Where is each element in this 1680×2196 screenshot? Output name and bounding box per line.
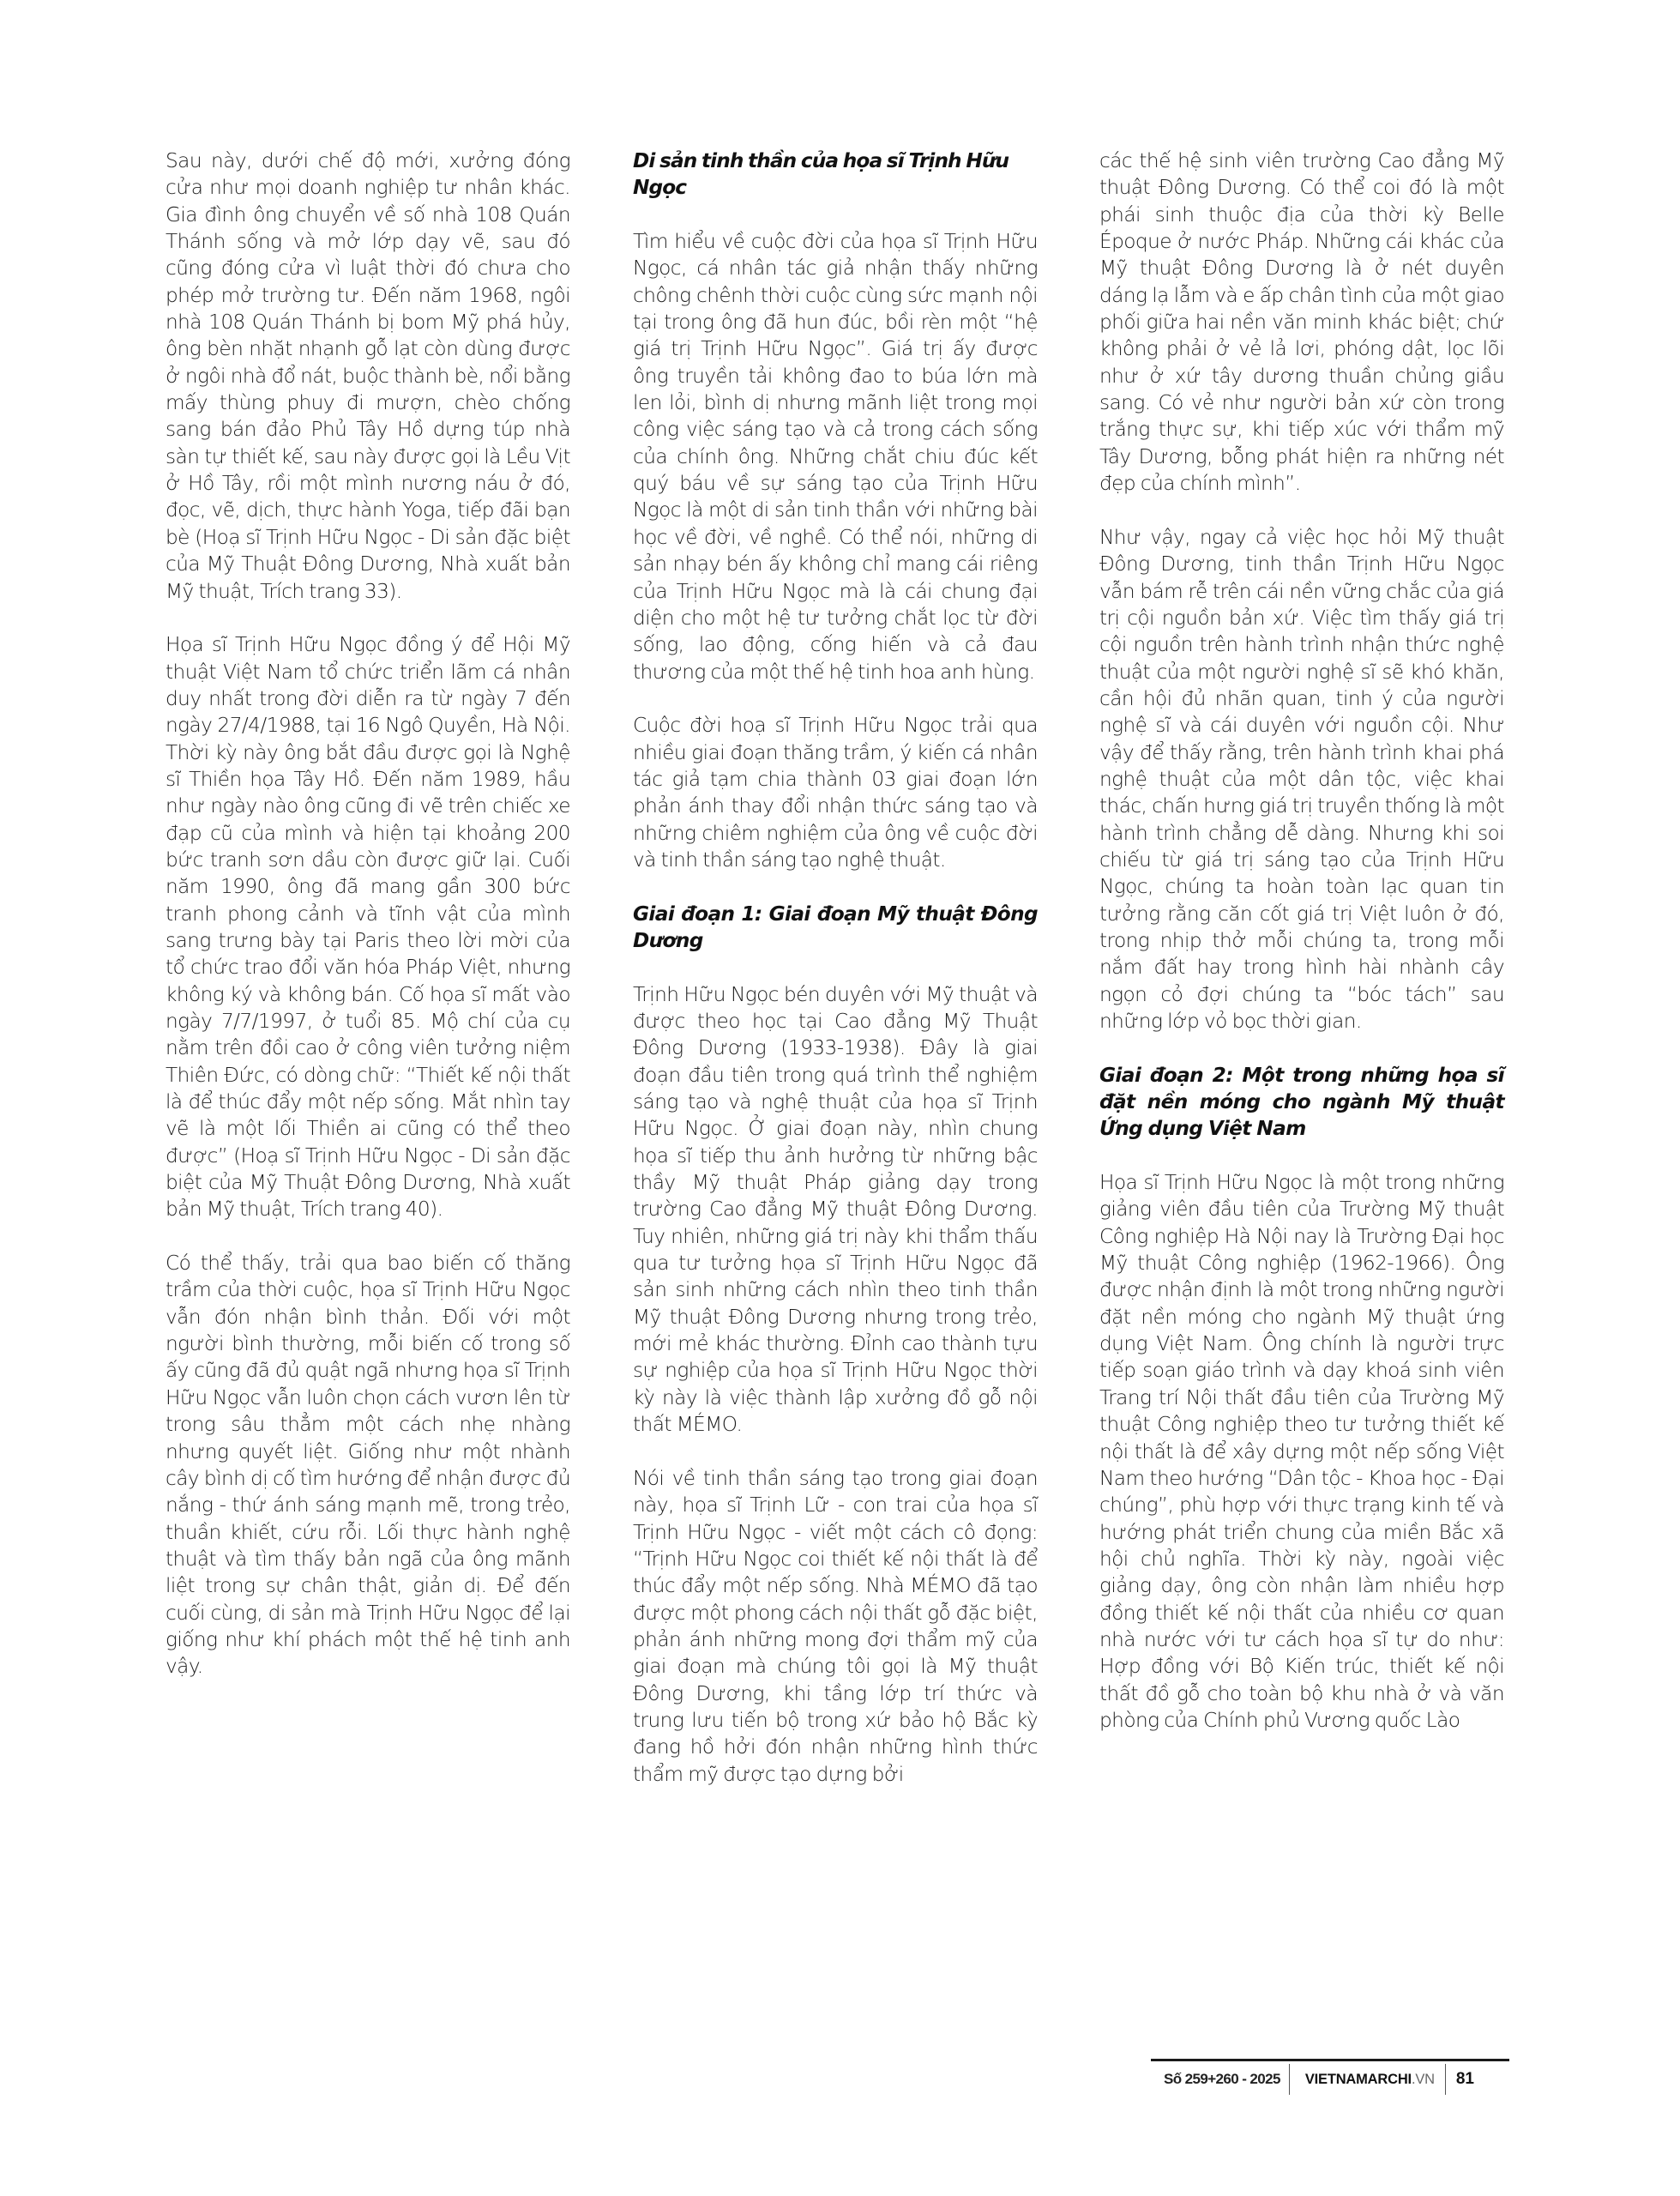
paragraph: Nói về tinh thần sáng tạo trong giai đoạn này, họa sĩ Trịnh Lữ - con trai của họa sĩ Trịnh Hữu Ngọc - viết một cách cô đọng: “Trịnh Hữu Ngọc coi thiết kế nội thất là để thúc đẩy một nếp sống. Nhà MÉMO đã tạo được một phong cách nội thất gỗ đặc biệt, phản ánh những mong đợi thẩm mỹ của giai đoạn mà chúng tôi gọi là Mỹ thuật Đông Dương, khi tầng lớp trí thức và trung lưu tiến bộ trong xứ bảo hộ Bắc kỳ đang hồ hởi đón nhận những hình thức thẩm mỹ được tạo dựng bởi <box>633 1466 1038 1786</box>
paragraph: Sau này, dưới chế độ mới, xưởng đóng cửa như mọi doanh nghiệp tư nhân khác. Gia đình ông chuyển về số nhà 108 Quán Thánh sống và mở lớp dạy vẽ, sau đó cũng đóng cửa vì luật thời đó chưa cho phép mở trường tư. Đến năm 1968, ngôi nhà 108 Quán Thánh bị bom Mỹ phá hủy, ông bèn nhặt nhạnh gỗ lạt còn dùng được ở ngôi nhà đổ nát, buộc thành bè, nổi bằng mấy thùng phuy đi mượn, chèo chống sang bán đảo Phủ Tây Hồ dựng túp nhà sàn tự thiết kế, sau này được gọi là Lều Vịt ở Hồ Tây, rồi một mình nương náu ở đó, đọc, vẽ, dịch, thực hành Yoga, tiếp đãi bạn bè (Hoạ sĩ Trịnh Hữu Ngọc - Di sản đặc biệt của Mỹ Thuật Đông Dương, Nhà xuất bản Mỹ thuật, Trích trang 33). <box>166 149 570 603</box>
site-domain: .VN <box>1411 2071 1435 2087</box>
paragraph: Như vậy, ngay cả việc học hỏi Mỹ thuật Đông Dương, tinh thần Trịnh Hữu Ngọc vẫn bám rễ trên cái nền vững chắc của giá trị cội nguồn bản xứ. Việc tìm thấy giá trị cội nguồn trên hành trình nhận thức nghệ thuật của một người nghệ sĩ sẽ khó khăn, cần hội đủ nhãn quan, tinh ý của người nghệ sĩ và cái duyên với nguồn cội. Như vậy để thấy rằng, trên hành trình khai phá nghệ thuật của một dân tộc, việc khai thác, chấn hưng giá trị truyền thống là một hành trình chẳng dễ dàng. Nhưng khi soi chiếu từ giá trị sáng tạo của Trịnh Hữu Ngọc, chúng ta hoàn toàn lạc quan tin tưởng rằng căn cốt giá trị Việt luôn ở đó, trong nhịp thở mỗi chúng ta, trong mỗi nắm đất hay trong hình hài nhành cây ngọn cỏ đợi chúng ta “bóc tách” sau những lớp vỏ bọc thời gian. <box>1099 525 1504 1033</box>
publication-site <box>1290 2072 1445 2088</box>
paragraph: Tìm hiểu về cuộc đời của họa sĩ Trịnh Hữu Ngọc, cá nhân tác giả nhận thấy những chông chênh thời cuộc cùng sức mạnh nội tại trong ông đã hun đúc, bồi rèn một “hệ giá trị Trịnh Hữu Ngọc”. Giá trị ấy được ông truyền tải không đao to búa lớn mà len lỏi, bình dị nhưng mãnh liệt trong mọi công việc sáng tạo và cả trong cách sống của chính ông. Những chắt chiu đúc kết quý báu về sự sáng tạo của Trịnh Hữu Ngọc là một di sản tinh thần với những bài học về đời, về nghề. Có thể nói, những di sản nhạy bén ấy không chỉ mang cái riêng của Trịnh Hữu Ngọc mà là cái chung đại diện cho một hệ tư tưởng chắt lọc từ đời sống, lao động, cống hiến và cả đau thương của một thế hệ tinh hoa anh hùng. <box>633 230 1038 684</box>
site-name: VIETNAMARCHI <box>1304 2071 1412 2087</box>
section-heading-stage-2: Giai đoạn 2: Một trong những họa sĩ đặt nền móng cho ngành Mỹ thuật Ứng dụng Việt Nam <box>1099 1063 1504 1141</box>
section-heading-stage-1: Giai đoạn 1: Giai đoạn Mỹ thuật Đông Dương <box>633 902 1038 952</box>
issue-number: Số 259+260 - 2025 <box>1164 2071 1280 2087</box>
section-heading-spiritual-legacy: Di sản tinh thần của họa sĩ Trịnh Hữu Ngọc <box>633 149 1009 200</box>
article-column-middle <box>633 148 1038 1788</box>
page-number: 81 <box>1455 2070 1474 2088</box>
paragraph: Họa sĩ Trịnh Hữu Ngọc đồng ý để Hội Mỹ thuật Việt Nam tổ chức triển lãm cá nhân duy nhất trong đời diễn ra từ ngày 7 đến ngày 27/4/1988, tại 16 Ngô Quyền, Hà Nội. Thời kỳ này ông bắt đầu được gọi là Nghệ sĩ Thiền họa Tây Hồ. Đến năm 1989, hầu như ngày nào ông cũng đi vẽ trên chiếc xe đạp cũ của mình và hiện tại khoảng 200 bức tranh sơn dầu còn được giữ lại. Cuối năm 1990, ông đã mang gần 300 bức tranh phong cảnh và tĩnh vật của mình sang trưng bày tại Paris theo lời mời của tổ chức trao đổi văn hóa Pháp Việt, nhưng không ký và không bán. Cố họa sĩ mất vào ngày 7/7/1997, ở tuổi 85. Mộ chí của cụ nằm trên đồi cao ở công viên tưởng niệm Thiên Đức, có dòng chữ: “Thiết kế nội thất là để thúc đẩy một nếp sống. Mắt nhìn tay vẽ là một lối Thiền ai cũng có thể theo được” (Hoạ sĩ Trịnh Hữu Ngọc - Di sản đặc biệt của Mỹ Thuật Đông Dương, Nhà xuất bản Mỹ thuật, Trích trang 40). <box>166 633 570 1222</box>
paragraph: Trịnh Hữu Ngọc bén duyên với Mỹ thuật và được theo học tại Cao đẳng Mỹ Thuật Đông Dương (1933-1938). Đây là giai đoạn đầu tiên trong quá trình thể nghiệm sáng tạo và nghệ thuật của họa sĩ Trịnh Hữu Ngọc. Ở giai đoạn này, nhìn chung họa sĩ tiếp thu ảnh hưởng từ những bậc thầy Mỹ thuật Pháp giảng dạy trong trường Cao đẳng Mỹ thuật Đông Dương. Tuy nhiên, những giá trị này khi thẩm thấu qua tư tưởng họa sĩ Trịnh Hữu Ngọc đã sản sinh những cách nhìn theo tinh thần Mỹ thuật Đông Dương nhưng trong trẻo, mới mẻ khác thường. Đỉnh cao thành tựu sự nghiệp của họa sĩ Trịnh Hữu Ngọc thời kỳ này là việc thành lập xưởng đồ gỗ nội thất MÉMO. <box>633 982 1038 1437</box>
paragraph: các thế hệ sinh viên trường Cao đẳng Mỹ thuật Đông Dương. Có thể coi đó là một phái sinh thuộc địa của thời kỳ Belle Époque ở nước Pháp. Những cái khác của Mỹ thuật Đông Dương là ở nét duyên dáng lạ lẫm và e ấp chân tình của một giao phối giữa hai nền văn minh khác biệt; chứ không phải ở vẻ lả lơi, phóng dật, lọc lõi như ở xứ tây dương thuần chủng giầu sang. Có vẻ như người bản xứ còn trong trắng thực sự, khi tiếp xúc với thẩm mỹ Tây Dương, bỗng phát hiện ra những nét đẹp của chính mình”. <box>1099 149 1504 496</box>
article-column-left <box>166 148 570 1680</box>
paragraph: Họa sĩ Trịnh Hữu Ngọc là một trong những giảng viên đầu tiên của Trường Mỹ thuật Công nghiệp Hà Nội nay là Trường Đại học Mỹ thuật Công nghiệp (1962-1966). Ông được nhận định là một trong những người đặt nền móng cho ngành Mỹ thuật ứng dụng Việt Nam. Ông chính là người trực tiếp soạn giáo trình và dạy khoá sinh viên Trang trí Nội thất đầu tiên của Trường Mỹ thuật Công nghiệp theo tư tưởng thiết kế nội thất là để xây dựng một nếp sống Việt Nam theo hướng “Dân tộc - Khoa học - Đại chúng”, phù hợp với thực trạng kinh tế và hướng phát triển chung của miền Bắc xã hội chủ nghĩa. Thời kỳ này, ngoài việc giảng dạy, ông còn nhận làm nhiều hợp đồng thiết kế nội thất của nhiều cơ quan nhà nước với tư cách họa sĩ tự do như: Hợp đồng với Bộ Kiến trúc, thiết kế nội thất đồ gỗ cho toàn bộ khu nhà ở và văn phòng của Chính phủ Vương quốc Lào <box>1099 1171 1504 1732</box>
article-column-right <box>1099 148 1504 1734</box>
footer-row <box>1151 2061 1509 2097</box>
paragraph: Có thể thấy, trải qua bao biến cố thăng trầm của thời cuộc, họa sĩ Trịnh Hữu Ngọc vẫn đón nhận bình thản. Đối với một người bình thường, mỗi biến cố trong số ấy cũng đã đủ quật ngã nhưng họa sĩ Trịnh Hữu Ngọc vẫn luôn chọn cách vươn lên từ trong sâu thẳm một cách nhẹ nhàng nhưng quyết liệt. Giống như một nhành cây bình dị cố tìm hướng để nhận được đủ nắng - thứ ánh sáng mạnh mẽ, trong trẻo, thuần khiết, cứu rỗi. Lối thực hành nghệ thuật và tìm thấy bản ngã của ông mãnh liệt trong sự chân thật, giản dị. Để đến cuối cùng, di sản mà Trịnh Hữu Ngọc để lại giống như khí phách một thế hệ tinh anh vậy. <box>166 1252 570 1679</box>
paragraph: Cuộc đời hoạ sĩ Trịnh Hữu Ngọc trải qua nhiều giai đoạn thăng trầm, ý kiến cá nhân tác giả tạm chia thành 03 giai đoạn lớn phản ánh thay đổi nhận thức sáng tạo và những chiêm nghiệm của ông về cuộc đời và tinh thần sáng tạo nghệ thuật. <box>633 714 1038 872</box>
page-footer <box>1151 2059 1509 2100</box>
